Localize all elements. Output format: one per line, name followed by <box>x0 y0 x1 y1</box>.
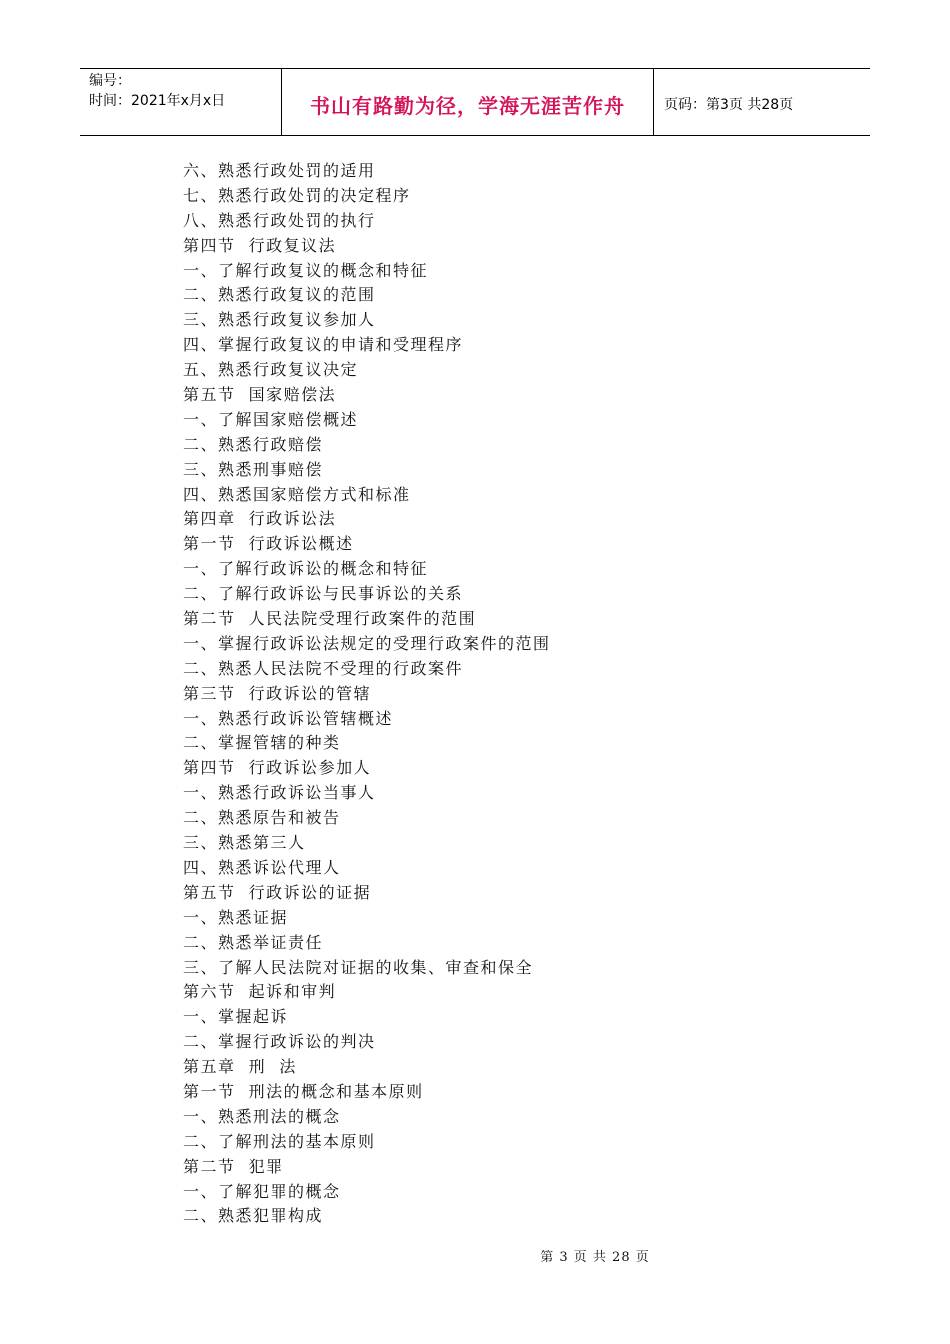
outline-line: 第六节 起诉和审判 <box>183 982 337 1002</box>
outline-line: 八、熟悉行政处罚的执行 <box>183 210 376 230</box>
outline-line: 一、熟悉行政诉讼当事人 <box>183 783 376 803</box>
outline-line: 二、掌握行政诉讼的判决 <box>183 1032 376 1052</box>
outline-line: 二、掌握管辖的种类 <box>183 733 341 753</box>
outline-line: 一、了解行政复议的概念和特征 <box>183 260 429 280</box>
outline-line: 二、熟悉行政复议的范围 <box>183 285 376 305</box>
outline-line: 四、熟悉国家赔偿方式和标准 <box>183 484 411 504</box>
outline-line: 第五章 刑 法 <box>183 1057 297 1077</box>
outline-line: 三、熟悉刑事赔偿 <box>183 459 324 479</box>
document-number-label: 编号： <box>89 73 131 89</box>
outline-line: 五、熟悉行政复议决定 <box>183 360 359 380</box>
outline-line: 第二节 人民法院受理行政案件的范围 <box>183 609 477 629</box>
outline-line: 二、熟悉人民法院不受理的行政案件 <box>183 658 464 678</box>
outline-line: 二、熟悉原告和被告 <box>183 808 341 828</box>
outline-line: 四、掌握行政复议的申请和受理程序 <box>183 335 464 355</box>
outline-line: 二、熟悉举证责任 <box>183 932 324 952</box>
outline-line: 一、了解犯罪的概念 <box>183 1181 341 1201</box>
page-footer <box>0 1246 950 1265</box>
outline-line: 一、了解国家赔偿概述 <box>183 409 359 429</box>
footer-page-number: 第 3 页 共 28 页 <box>540 1250 650 1265</box>
outline-line: 二、熟悉犯罪构成 <box>183 1206 324 1226</box>
outline-line: 第二节 犯罪 <box>183 1156 284 1176</box>
outline-line: 第四节 行政复议法 <box>183 235 337 255</box>
header-page-cell <box>654 69 870 135</box>
outline-line: 一、了解行政诉讼的概念和特征 <box>183 559 429 579</box>
syllabus-outline <box>183 159 551 1229</box>
outline-line: 一、掌握行政诉讼法规定的受理行政案件的范围 <box>183 633 551 653</box>
outline-line: 一、熟悉行政诉讼管辖概述 <box>183 708 394 728</box>
outline-line: 三、熟悉第三人 <box>183 833 306 853</box>
outline-line: 二、了解行政诉讼与民事诉讼的关系 <box>183 584 464 604</box>
outline-line: 七、熟悉行政处罚的决定程序 <box>183 185 411 205</box>
outline-line: 第一节 行政诉讼概述 <box>183 534 354 554</box>
outline-line: 四、熟悉诉讼代理人 <box>183 857 341 877</box>
outline-line: 二、熟悉行政赔偿 <box>183 434 324 454</box>
outline-line: 一、熟悉刑法的概念 <box>183 1106 341 1126</box>
outline-line: 一、掌握起诉 <box>183 1007 289 1027</box>
header-page-info: 页码：第3页 共28页 <box>664 97 794 113</box>
outline-line: 一、熟悉证据 <box>183 907 289 927</box>
page-header <box>80 68 870 136</box>
outline-line: 三、熟悉行政复议参加人 <box>183 310 376 330</box>
header-meta-cell <box>80 69 282 135</box>
outline-line: 第三节 行政诉讼的管辖 <box>183 683 372 703</box>
document-date: 时间：2021年x月x日 <box>89 93 226 109</box>
outline-line: 六、熟悉行政处罚的适用 <box>183 161 376 180</box>
outline-line: 第四节 行政诉讼参加人 <box>183 758 372 778</box>
header-motto-cell <box>282 69 654 135</box>
outline-line: 三、了解人民法院对证据的收集、审查和保全 <box>183 957 534 977</box>
outline-line: 二、了解刑法的基本原则 <box>183 1131 376 1151</box>
outline-line: 第五节 国家赔偿法 <box>183 385 337 405</box>
outline-line: 第四章 行政诉讼法 <box>183 509 337 529</box>
header-motto: 书山有路勤为径，学海无涯苦作舟 <box>310 93 625 118</box>
outline-line: 第五节 行政诉讼的证据 <box>183 882 372 902</box>
outline-line: 第一节 刑法的概念和基本原则 <box>183 1081 424 1101</box>
